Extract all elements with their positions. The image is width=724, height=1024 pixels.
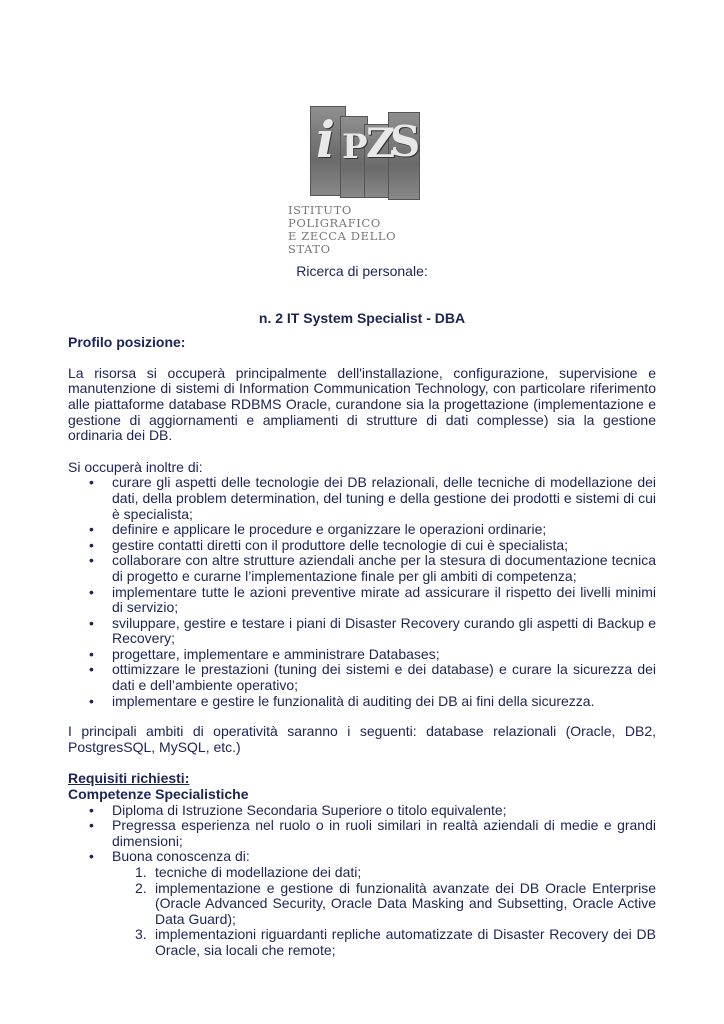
requirements-subheading: Competenze Specialistiche <box>68 786 249 803</box>
knowledge-list <box>68 865 656 959</box>
list-item: • implementare tutte le azioni preventive mirate ad assicurare il rispetto dei livelli minimi di servizio; <box>68 585 656 616</box>
list-item: • progettare, implementare e amministrare Databases; <box>68 647 656 663</box>
logo-line-2: E ZECCA DELLO STATO <box>288 229 397 256</box>
numbered-item <box>68 927 656 958</box>
list-item: • Diploma di Istruzione Secondaria Superiore o titolo equivalente; <box>68 803 656 819</box>
logo-type-blocks: i P Z S <box>310 106 418 198</box>
list-item: • gestire contatti diretti con il produttore delle tecnologie di cui è specialista; <box>68 538 656 554</box>
job-title: n. 2 IT System Specialist - DBA <box>258 309 466 326</box>
list-item: • Buona conoscenza di: <box>68 849 656 865</box>
subtitle: Ricerca di personale: <box>296 263 428 279</box>
document-body <box>68 264 656 959</box>
numbered-item <box>68 881 656 928</box>
item-text: tecniche di modellazione dei dati; <box>155 864 362 880</box>
list-item: • ottimizzare le prestazioni (tuning dei sistemi e dei database) e curare la sicurezza dei dati e dell’ambiente operativo; <box>68 662 656 693</box>
list-item: • sviluppare, gestire e testare i piani di Disaster Recovery curando gli aspetti di Backup e Recovery; <box>68 616 656 647</box>
item-text: implementazione e gestione di funzionalità avanzate dei DB Oracle Enterprise (Oracle Advanced Security, Oracle Data Masking and Subsetting, Oracle Active Data Guard); <box>155 879 656 927</box>
list-item: • Pregressa esperienza nel ruolo o in ruoli similari in realtà aziendali di medie e grandi dimensioni; <box>68 818 656 849</box>
item-number: 1. <box>135 864 147 880</box>
duties-list <box>68 475 656 709</box>
scope-paragraph: I principali ambiti di operatività saranno i seguenti: database relazionali (Oracle, DB2, PostgresSQL, MySQL, etc.) <box>68 723 656 755</box>
profile-heading: Profilo posizione: <box>68 334 186 351</box>
logo-wordmark <box>288 204 440 256</box>
ipzs-logo <box>288 100 440 256</box>
list-item: • curare gli aspetti delle tecnologie dei DB relazionali, delle tecniche di modellazione dei dati, della problem determination, del tuning e della gestione dei prodotti e sistemi di cui è specialista; <box>68 475 656 522</box>
profile-paragraph: La risorsa si occuperà principalmente dell'installazione, configurazione, supervisione e manutenzione di sistemi di Information Communication Technology, con particolare riferimento alle piattaforme database RDBMS Oracle, curandone sia la progettazione (implementazione e gestione di aggiornamenti e ampliamenti di strutture di dati complesse) sia la gestione ordinaria dei DB. <box>68 364 656 444</box>
list-item: • collaborare con altre strutture aziendali anche per la stesura di documentazione tecnica di progetto e curarne l’implementazione finale per gli ambiti di competenza; <box>68 553 656 584</box>
duties-intro: Si occuperà inoltre di: <box>68 458 203 475</box>
numbered-item <box>68 865 656 881</box>
requirements-list <box>68 803 656 865</box>
item-number: 2. <box>135 879 147 896</box>
list-item: • definire e applicare le procedure e organizzare le operazioni ordinarie; <box>68 522 656 538</box>
item-text: implementazioni riguardanti repliche automatizzate di Disaster Recovery dei DB Oracle, sia locali che remote; <box>155 926 656 958</box>
list-item: • implementare e gestire le funzionalità di auditing dei DB ai fini della sicurezza. <box>68 694 656 710</box>
item-number: 3. <box>135 926 147 943</box>
logo-line-1: ISTITUTO POLIGRAFICO <box>288 203 381 230</box>
requirements-heading: Requisiti richiesti: <box>68 770 190 787</box>
